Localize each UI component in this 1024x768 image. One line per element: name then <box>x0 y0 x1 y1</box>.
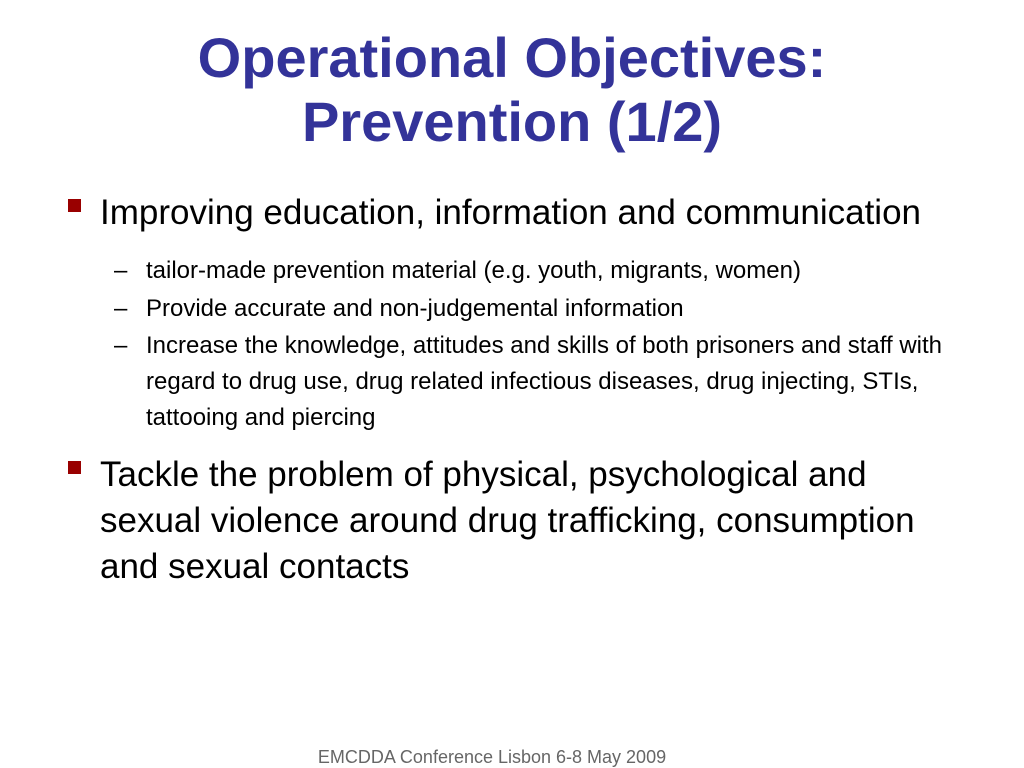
slide-title-line-2: Prevention (1/2) <box>301 90 723 153</box>
dash-bullet-icon: – <box>114 295 128 322</box>
bullet-item <box>62 452 962 590</box>
sub-bullet-text: Increase the knowledge, attitudes and skills of both prisoners and staff with regard to drug use, drug related infectious diseases, drug injecting, STIs, tattooing and piercing <box>146 332 943 431</box>
slide-title-line-1: Operational Objectives: <box>197 26 827 89</box>
sub-bullet-item <box>62 290 946 328</box>
slide-title <box>0 26 1024 154</box>
bullet-text: Improving education, information and communication <box>100 193 921 232</box>
sub-bullet-item <box>62 252 946 290</box>
bullet-item <box>62 190 962 236</box>
dash-bullet-icon: – <box>114 332 128 359</box>
sub-bullet-text: tailor-made prevention material (e.g. youth, migrants, women) <box>146 257 801 284</box>
dash-bullet-icon: – <box>114 257 128 284</box>
sub-bullet-item <box>62 328 946 436</box>
sub-bullet-text: Provide accurate and non-judgemental information <box>146 295 684 322</box>
square-bullet-icon <box>68 461 81 474</box>
bullet-text: Tackle the problem of physical, psychological and sexual violence around drug trafficking, consumption and sexual contacts <box>100 455 915 586</box>
slide-body <box>62 190 962 596</box>
slide-footer: EMCDDA Conference Lisbon 6-8 May 2009 <box>317 747 667 767</box>
sub-bullet-list <box>62 252 962 436</box>
square-bullet-icon <box>68 199 81 212</box>
